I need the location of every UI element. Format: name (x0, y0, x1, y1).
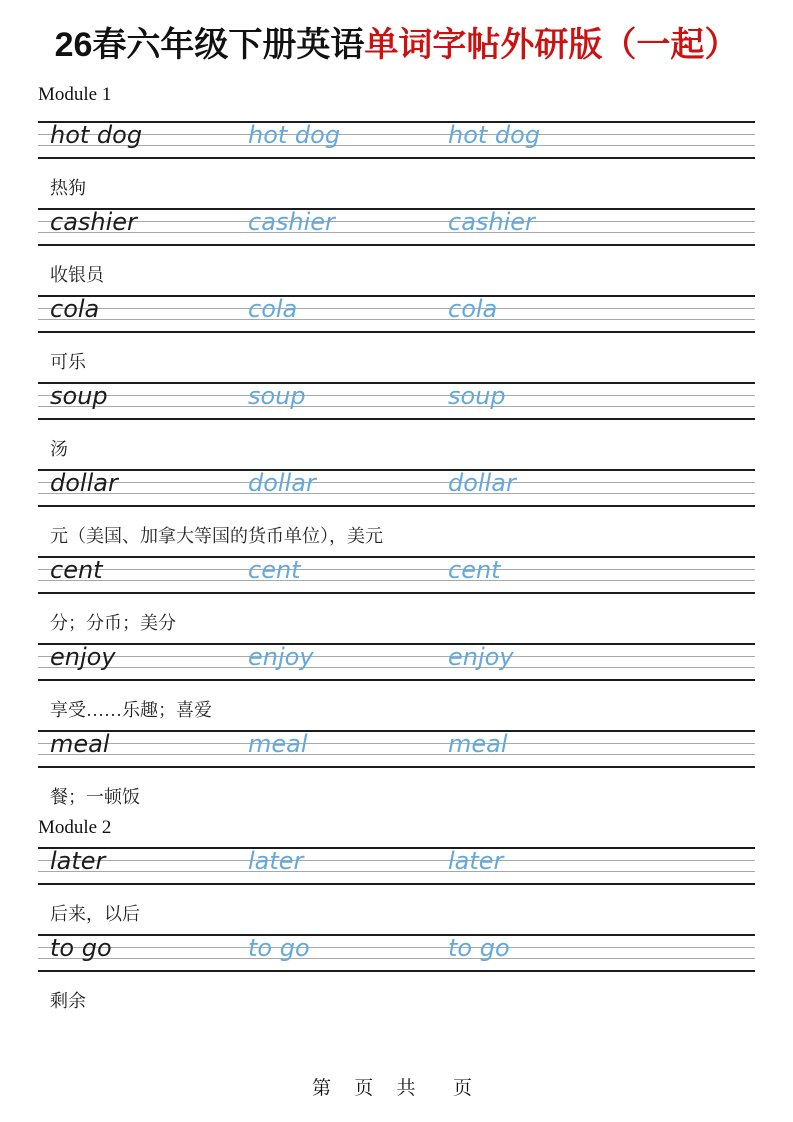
page-title-black-part: 26春六年级下册英语 (54, 26, 365, 64)
word-trace-2: to go (448, 934, 510, 962)
word-meaning: 元（美国、加拿大等国的货币单位），美元 (50, 526, 383, 546)
word-trace-2: cent (448, 556, 501, 584)
guide-line-bottom (38, 157, 755, 159)
guide-line-xheight (38, 395, 755, 396)
guide-line-xheight (38, 743, 755, 744)
guide-line-xheight (38, 656, 755, 657)
word-trace-2: cashier (448, 208, 535, 236)
word-row-enjoy (38, 643, 755, 730)
guide-line-top (38, 556, 755, 558)
word-trace-1: later (248, 847, 304, 875)
word-trace-1: to go (248, 934, 310, 962)
word-trace-1: soup (248, 382, 306, 410)
word-trace-2: cola (448, 295, 498, 323)
guide-line-baseline (38, 493, 755, 494)
writing-guides (38, 469, 755, 507)
word-trace-1: cent (248, 556, 301, 584)
guide-line-bottom (38, 418, 755, 420)
guide-line-top (38, 643, 755, 645)
guide-line-top (38, 469, 755, 471)
word-row-soup (38, 382, 755, 469)
module-1-label: Module 1 (38, 84, 112, 105)
guide-line-xheight (38, 308, 755, 309)
word-row-to-go (38, 934, 755, 1021)
writing-guides (38, 643, 755, 681)
word-row-cola (38, 295, 755, 382)
guide-line-bottom (38, 244, 755, 246)
guide-line-bottom (38, 970, 755, 972)
word-meaning: 热狗 (50, 178, 86, 198)
guide-line-baseline (38, 667, 755, 668)
word-trace-2: enjoy (448, 643, 514, 671)
word-meaning: 剩余 (50, 991, 86, 1011)
word-trace-2: later (448, 847, 504, 875)
writing-guides (38, 295, 755, 333)
word-meaning: 享受……乐趣；喜爱 (50, 700, 212, 720)
word-meaning: 收银员 (50, 265, 104, 285)
word-meaning: 后来，以后 (50, 904, 140, 924)
guide-line-bottom (38, 592, 755, 594)
word-sample: hot dog (50, 121, 143, 149)
guide-line-bottom (38, 766, 755, 768)
word-row-meal (38, 730, 755, 817)
word-sample: later (50, 847, 106, 875)
page-title-red-part: 单词字帖外研版（一起） (364, 26, 739, 64)
word-trace-1: meal (248, 730, 308, 758)
guide-line-top (38, 121, 755, 123)
word-trace-1: cashier (248, 208, 335, 236)
guide-line-baseline (38, 319, 755, 320)
guide-line-bottom (38, 331, 755, 333)
guide-line-xheight (38, 860, 755, 861)
guide-line-baseline (38, 232, 755, 233)
writing-guides (38, 556, 755, 594)
word-meaning: 汤 (50, 439, 68, 459)
writing-guides (38, 730, 755, 768)
page-title (38, 22, 755, 68)
guide-line-bottom (38, 883, 755, 885)
guide-line-xheight (38, 482, 755, 483)
writing-guides (38, 382, 755, 420)
word-trace-2: soup (448, 382, 506, 410)
word-row-hot-dog (38, 121, 755, 208)
word-trace-1: dollar (248, 469, 316, 497)
word-sample: cola (50, 295, 100, 323)
guide-line-baseline (38, 580, 755, 581)
word-row-cashier (38, 208, 755, 295)
page-footer: 第 页 共 页 (311, 1078, 482, 1099)
word-trace-2: meal (448, 730, 508, 758)
guide-line-top (38, 208, 755, 210)
word-row-dollar (38, 469, 755, 556)
guide-line-bottom (38, 679, 755, 681)
guide-line-top (38, 382, 755, 384)
writing-guides (38, 121, 755, 159)
word-meaning: 分；分币；美分 (50, 613, 176, 633)
guide-line-bottom (38, 505, 755, 507)
guide-line-baseline (38, 958, 755, 959)
word-sample: cent (50, 556, 103, 584)
word-trace-1: cola (248, 295, 298, 323)
guide-line-xheight (38, 134, 755, 135)
word-sample: to go (50, 934, 112, 962)
guide-line-top (38, 730, 755, 732)
guide-line-baseline (38, 145, 755, 146)
guide-line-xheight (38, 221, 755, 222)
guide-line-baseline (38, 406, 755, 407)
guide-line-baseline (38, 871, 755, 872)
writing-guides (38, 934, 755, 972)
word-meaning: 餐；一顿饭 (50, 787, 140, 807)
word-trace-2: hot dog (448, 121, 541, 149)
word-sample: soup (50, 382, 108, 410)
word-row-later (38, 847, 755, 934)
writing-guides (38, 208, 755, 246)
guide-line-top (38, 295, 755, 297)
guide-line-top (38, 847, 755, 849)
word-sample: enjoy (50, 643, 116, 671)
guide-line-baseline (38, 754, 755, 755)
word-trace-1: enjoy (248, 643, 314, 671)
word-sample: meal (50, 730, 110, 758)
word-row-cent (38, 556, 755, 643)
word-sample: dollar (50, 469, 118, 497)
guide-line-xheight (38, 947, 755, 948)
guide-line-xheight (38, 569, 755, 570)
word-trace-1: hot dog (248, 121, 341, 149)
word-trace-2: dollar (448, 469, 516, 497)
module-2-label: Module 2 (38, 817, 112, 838)
guide-line-top (38, 934, 755, 936)
writing-guides (38, 847, 755, 885)
word-sample: cashier (50, 208, 137, 236)
word-meaning: 可乐 (50, 352, 86, 372)
